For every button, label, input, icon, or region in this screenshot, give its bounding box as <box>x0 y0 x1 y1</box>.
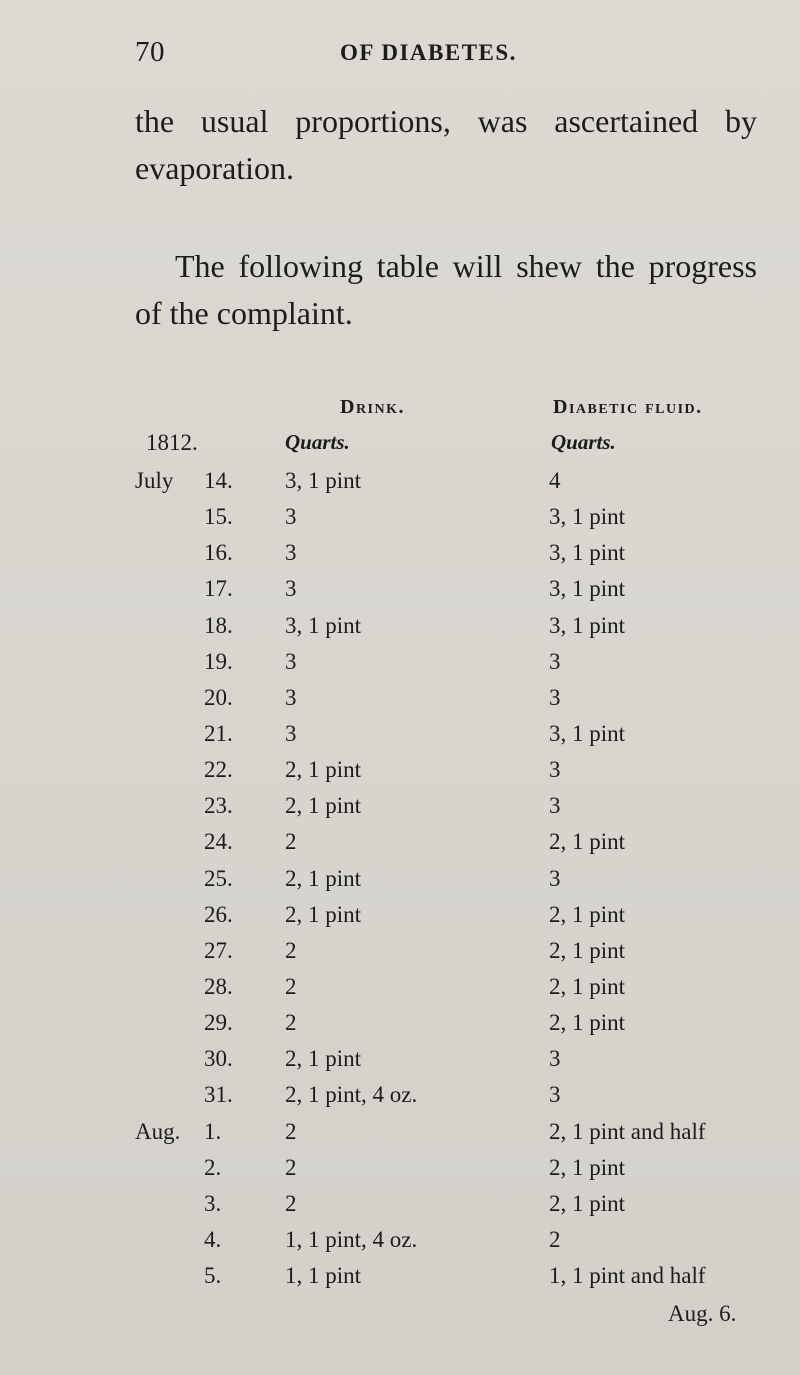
fluid-cell: 1, 1 pint and half <box>549 1263 706 1289</box>
table-row <box>0 649 800 685</box>
table-row <box>0 721 800 757</box>
fluid-cell: 3, 1 pint <box>549 612 626 638</box>
table-row <box>0 1263 800 1299</box>
drink-cell: 2 <box>285 1154 297 1180</box>
fluid-cell: 2, 1 pint <box>549 1010 626 1036</box>
fluid-cell: 2, 1 pint <box>549 829 626 855</box>
table-row <box>0 974 800 1010</box>
fluid-cell: 3, 1 pint <box>549 540 626 566</box>
table-row <box>0 866 800 902</box>
table-row <box>0 576 800 612</box>
table-row <box>0 902 800 938</box>
drink-cell: 2, 1 pint <box>285 901 362 927</box>
day-cell: 17. <box>204 576 233 602</box>
drink-column-heading: Drink. <box>340 396 406 418</box>
fluid-cell: 2 <box>549 1226 561 1252</box>
table-row <box>0 757 800 793</box>
fluid-cell: 3, 1 pint <box>549 576 626 602</box>
drink-cell: 2 <box>285 1010 297 1036</box>
day-cell: 18. <box>204 612 233 638</box>
drink-cell: 3 <box>285 504 297 530</box>
fluid-cell: 2, 1 pint and half <box>549 1118 706 1144</box>
page-number: 70 <box>135 36 165 68</box>
drink-cell: 1, 1 pint, 4 oz. <box>285 1226 418 1252</box>
table-row <box>0 1010 800 1046</box>
drink-unit-heading: Quarts. <box>285 430 350 454</box>
day-cell: 3. <box>204 1190 222 1216</box>
table-row <box>0 540 800 576</box>
fluid-cell: 3 <box>549 684 561 710</box>
fluid-cell: 2, 1 pint <box>549 1190 626 1216</box>
day-cell: 25. <box>204 865 233 891</box>
table-row <box>0 468 800 504</box>
body-paragraph: the usual proportions, was ascertained by evaporation. <box>135 103 757 186</box>
day-cell: 5. <box>204 1263 222 1289</box>
day-cell: 21. <box>204 720 233 746</box>
drink-cell: 3, 1 pint <box>285 612 362 638</box>
catchword: Aug. 6. <box>668 1301 737 1326</box>
day-cell: 26. <box>204 901 233 927</box>
table-row <box>0 1191 800 1227</box>
day-cell: 14. <box>204 468 233 493</box>
drink-cell: 2 <box>285 1190 297 1216</box>
table-row <box>0 1046 800 1082</box>
drink-cell: 3 <box>285 684 297 710</box>
page-header <box>135 36 760 76</box>
fluid-cell: 3 <box>549 1082 561 1108</box>
drink-cell: 2, 1 pint <box>285 793 362 819</box>
day-cell: 16. <box>204 540 233 566</box>
fluid-cell: 2, 1 pint <box>549 937 626 963</box>
day-cell: 15. <box>204 504 233 530</box>
drink-cell: 2, 1 pint <box>285 1046 362 1072</box>
body-paragraph: The following table will shew the progress of the complaint. <box>135 248 757 331</box>
table-row <box>0 1155 800 1191</box>
fluid-column-heading: Diabetic fluid. <box>553 396 703 418</box>
table-row <box>0 1227 800 1263</box>
fluid-cell: 3 <box>549 793 561 819</box>
fluid-cell: 2, 1 pint <box>549 1154 626 1180</box>
fluid-cell: 3 <box>549 757 561 783</box>
day-cell: 2. <box>204 1154 222 1180</box>
fluid-cell: 3 <box>549 1046 561 1072</box>
day-cell: 27. <box>204 937 233 963</box>
table-row <box>0 1119 800 1155</box>
day-cell: 29. <box>204 1010 233 1036</box>
drink-cell: 2 <box>285 1118 297 1144</box>
day-cell: 19. <box>204 648 233 674</box>
day-cell: 24. <box>204 829 233 855</box>
fluid-cell: 2, 1 pint <box>549 973 626 999</box>
year-heading: 1812. <box>146 430 198 455</box>
day-cell: 4. <box>204 1226 222 1252</box>
fluid-cell: 4 <box>549 468 561 493</box>
day-cell: 30. <box>204 1046 233 1072</box>
day-cell: 20. <box>204 684 233 710</box>
drink-cell: 3 <box>285 540 297 566</box>
fluid-cell: 3 <box>549 648 561 674</box>
table-row <box>0 793 800 829</box>
day-cell: 1. <box>204 1118 222 1144</box>
fluid-cell: 2, 1 pint <box>549 901 626 927</box>
table-row <box>0 829 800 865</box>
drink-cell: 2 <box>285 973 297 999</box>
day-cell: 22. <box>204 757 233 783</box>
day-cell: 23. <box>204 793 233 819</box>
fluid-cell: 3 <box>549 865 561 891</box>
running-head: OF DIABETES. <box>340 40 517 65</box>
table-row <box>0 938 800 974</box>
day-cell: 28. <box>204 973 233 999</box>
fluid-unit-heading: Quarts. <box>551 430 616 454</box>
day-cell: 31. <box>204 1082 233 1108</box>
table-row <box>0 1082 800 1118</box>
drink-cell: 2 <box>285 829 297 855</box>
drink-cell: 3 <box>285 720 297 746</box>
drink-cell: 2, 1 pint <box>285 865 362 891</box>
drink-cell: 2 <box>285 937 297 963</box>
table-row <box>0 504 800 540</box>
month-cell: Aug. <box>135 1118 181 1144</box>
table-row <box>0 613 800 649</box>
progress-table <box>0 468 800 1299</box>
fluid-cell: 3, 1 pint <box>549 504 626 530</box>
drink-cell: 1, 1 pint <box>285 1263 362 1289</box>
drink-cell: 3 <box>285 576 297 602</box>
drink-cell: 3 <box>285 648 297 674</box>
drink-cell: 3, 1 pint <box>285 468 362 493</box>
drink-cell: 2, 1 pint <box>285 757 362 783</box>
month-cell: July <box>135 468 174 493</box>
table-row <box>0 685 800 721</box>
fluid-cell: 3, 1 pint <box>549 720 626 746</box>
drink-cell: 2, 1 pint, 4 oz. <box>285 1082 418 1108</box>
